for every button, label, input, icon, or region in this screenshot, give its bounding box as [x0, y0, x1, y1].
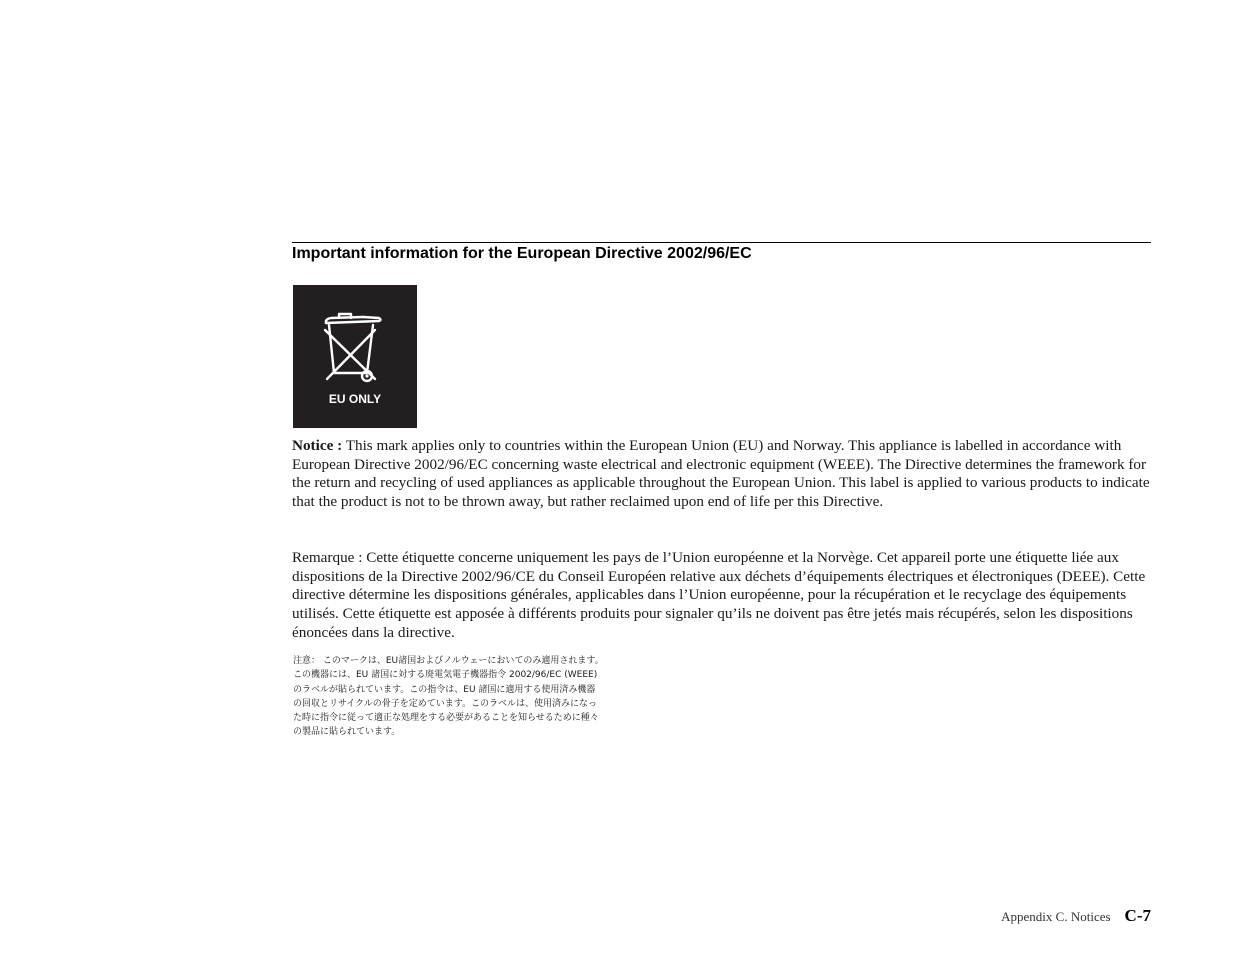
notice-french: Remarque : Cette étiquette concerne uniquement les pays de l’Union européenne et la Norvège. Cet appareil porte une étiquette liée aux dispositions de la Directive 2002/96/CE du Conseil Européen relative aux déchets d’équipements électriques et électroniques (DEEE). Cette directive détermine les dispositions générales, applicables dans l’Union européenne, pour la récupération et le recyclage des équipements utilisés. Cette étiquette est apposée à différents produits pour signaler qu’ils ne doivent pas être jetés mais récupérés, selon les dispositions énoncées dans la directive. [292, 549, 1146, 641]
notice-japanese [293, 654, 683, 740]
notice-english-text: This mark applies only to countries within the European Union (EU) and Norway. This appliance is labelled in accordance with European Directive 2002/96/EC concerning waste electrical and electronic equipment (WEEE). The Directive determines the framework for the return and recycling of used appliances as applicable throughout the European Union. This label is applied to various products to indicate that the product is not to be thrown away, but rather reclaimed upon end of life per this Directive. [292, 437, 1150, 511]
notice-japanese-line: この機器には、EU 諸国に対する廃電気電子機器指令 2002/96/EC (WEEE) [293, 670, 598, 681]
notice-japanese-line: 注意： このマークは、EU諸国およびノルウェーにおいてのみ適用されます。 [293, 656, 604, 666]
notice-japanese-line: のラベルが貼られています。この指令は、EU 諸国に適用する使用済み機器 [293, 684, 596, 695]
eu-only-label: EU ONLY [328, 392, 382, 406]
section-divider [292, 242, 1151, 243]
notice-japanese-line: の製品に貼られています。 [293, 727, 401, 738]
notice-japanese-line: の回収とリサイクルの骨子を定めています。このラベルは、使用済みになっ [293, 698, 598, 709]
page-number: C-7 [1124, 906, 1151, 925]
footer-section-label: Appendix C. Notices [1001, 909, 1111, 924]
notice-english [292, 437, 1154, 512]
section-heading: Important information for the European Directive 2002/96/EC [292, 245, 752, 262]
crossed-out-wheelie-bin-icon [323, 309, 385, 385]
notice-label: Notice : [292, 437, 343, 454]
page-footer [1001, 906, 1151, 926]
notice-japanese-line: た時に指令に従って適正な処理をする必要があることを知らせるために種々 [293, 713, 599, 724]
weee-eu-only-logo [293, 285, 417, 428]
